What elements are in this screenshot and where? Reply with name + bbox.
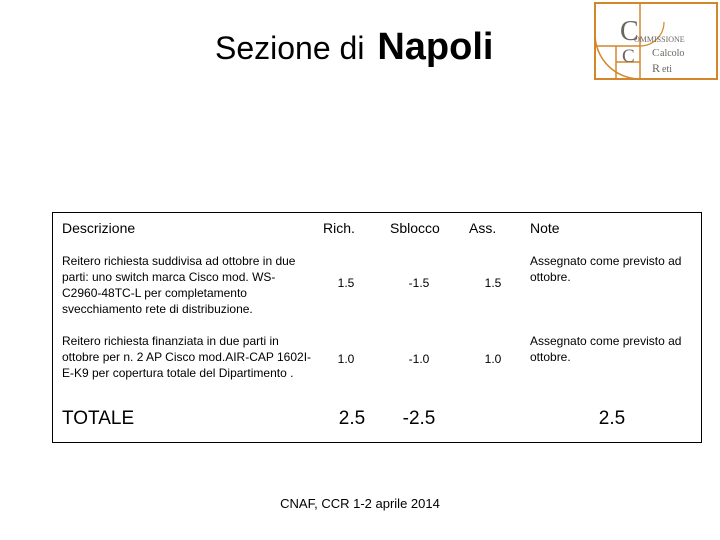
row2-descrizione: Reitero richiesta finanziata in due parti in ottobre per n. 2 AP Cisco mod.AIR-CAP 1602I-E-K9 per copertura totale del Dipartimento . [62, 334, 312, 380]
title-prefix: Sezione di [215, 30, 365, 66]
logo-line3: eti [662, 64, 672, 75]
row1-sblocco: -1.5 [408, 276, 430, 290]
logo-line2: alcolo [660, 48, 685, 59]
footer-text: CNAF, CCR 1-2 aprile 2014 [280, 496, 440, 511]
budget-table [52, 212, 702, 443]
title-city: Napoli [377, 26, 494, 68]
page-title [215, 26, 493, 69]
header-ass: Ass. [469, 220, 497, 236]
row2-sblocco: -1.0 [408, 352, 430, 366]
header-note: Note [530, 220, 560, 236]
row1-descrizione: Reitero richiesta suddivisa ad ottobre in due parti: uno switch marca Cisco mod. WS-C2960-48TC-L per completamento svecchiamento rete di distribuzione. [62, 254, 296, 316]
header-descrizione: Descrizione [62, 220, 136, 236]
svg-text:C: C [652, 47, 660, 59]
row2-ass: 1.0 [484, 352, 502, 366]
total-note: 2.5 [598, 408, 626, 429]
logo-line1: OMMISSIONE [634, 35, 685, 44]
total-rich: 2.5 [338, 408, 366, 429]
svg-text:R: R [652, 61, 661, 75]
header-sblocco: Sblocco [390, 220, 440, 236]
svg-text:C: C [620, 16, 639, 47]
row2-note: Assegnato come previsto ad ottobre. [530, 334, 682, 364]
row1-ass: 1.5 [484, 276, 502, 290]
row1-rich: 1.5 [337, 276, 355, 290]
header-rich: Rich. [323, 220, 355, 236]
total-label: TOTALE [62, 408, 135, 429]
total-sblocco: -2.5 [402, 408, 436, 429]
row1-note: Assegnato come previsto ad ottobre. [530, 254, 682, 284]
row2-rich: 1.0 [337, 352, 355, 366]
ccr-logo [594, 2, 718, 80]
svg-text:C: C [622, 46, 635, 67]
